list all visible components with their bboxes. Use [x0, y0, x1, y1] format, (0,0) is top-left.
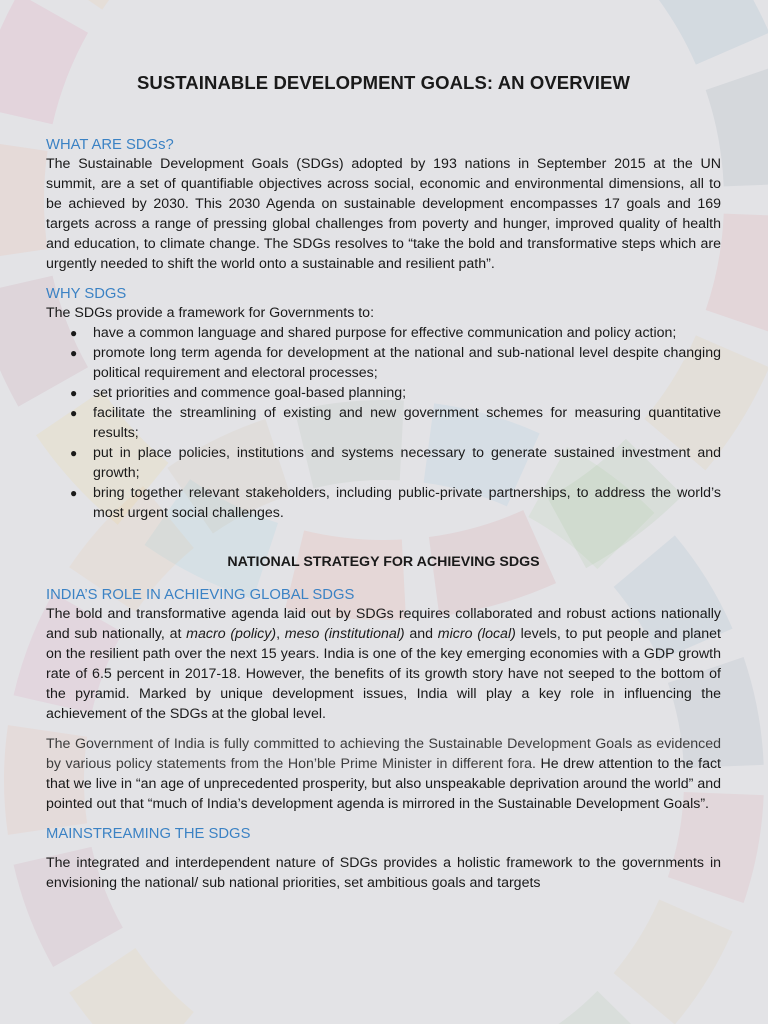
bullet-icon: ●	[70, 445, 78, 460]
paragraph-government-commitment	[46, 735, 721, 815]
section-heading-mainstreaming: MAINSTREAMING THE SDGS	[46, 826, 251, 843]
list-item	[46, 404, 721, 444]
list-item-text: have a common language and shared purpose for effective communication and policy action;	[93, 325, 677, 342]
paragraph-why-intro: The SDGs provide a framework for Governments to:	[46, 305, 375, 322]
paragraph-text: The bold and transformative agenda laid out by SDGs requires collaborated and robust actions nationally and sub nationally, at	[46, 606, 721, 643]
list-item-text: promote long term agenda for development at the national and sub-national level despite changing political requirement and electoral processes;	[93, 345, 721, 382]
paragraph-india-role	[46, 605, 721, 724]
italic-text-meso: meso (institutional)	[284, 626, 405, 643]
list-item	[46, 384, 721, 404]
wheel-segment	[644, 0, 768, 65]
paragraph-what-are-sdgs: The Sustainable Development Goals (SDGs) adopted by 193 nations in September 2015 at the UN summit, are a set of quantifiable objectives across social, economic and environmental dimensions, all to be achieved by 2030. This 2030 Agenda on sustainable development encompasses 17 goals and 169 targets across a range of pressing global challenges from poverty and hunger, improved quality of health and education, to climate change. The SDGs resolves to “take the bold and transformative steps which are urgently needed to shift the world onto a sustainable and resilient path”.	[46, 156, 721, 272]
list-item	[46, 324, 721, 344]
wheel-segment	[528, 991, 654, 1024]
bullet-icon: ●	[70, 326, 78, 341]
paragraph-text: levels, to put people and planet on the resilient path over the next 15 years. India is one of the key emerging economies with a GDP growth rate of 6.5 percent in 2017-18. However, the benefits of its growth story have not seeped to the bottom of the pyramid. Marked by unique development issues, India will play a key role in influencing the achievement of the SDGs at the global level.	[46, 626, 721, 722]
wheel-segment	[69, 948, 194, 1024]
subheading-national-strategy: NATIONAL STRATEGY FOR ACHIEVING SDGS	[227, 554, 540, 571]
italic-text-micro: micro (local)	[437, 626, 516, 643]
paragraph-text: ,	[276, 626, 285, 643]
paragraph-text: He drew attention to the fact that we live in “an age of unprecedented prosperity, but also unspeakable deprivation around the world” and pointed out that “much of India’s development agenda is mirrored in the Sustainable Development Goals”.	[46, 755, 722, 812]
list-item-text: set priorities and commence goal-based planning;	[93, 385, 407, 402]
section-heading-what-are-sdgs: WHAT ARE SDGs?	[46, 137, 174, 153]
bullet-icon: ●	[70, 346, 78, 361]
document-title: SUSTAINABLE DEVELOPMENT GOALS: AN OVERVIEW	[136, 72, 631, 93]
bullet-icon: ●	[70, 405, 78, 420]
italic-text-macro: macro (policy)	[186, 626, 277, 643]
paragraph-text: and	[404, 626, 438, 643]
section-heading-india-role: INDIA’S ROLE IN ACHIEVING GLOBAL SDGS	[46, 587, 355, 604]
bullet-list-why-sdgs	[46, 324, 721, 523]
paragraph-text: The Government of India is fully committed to achieving the Sustainable Development Goals as evidenced by various policy statements from the Hon’ble Prime Minister in different fora.	[46, 735, 721, 772]
list-item-text: facilitate the streamlining of existing and new government schemes for measuring quantitative results;	[93, 404, 721, 441]
paragraph-mainstreaming: The integrated and interdependent nature of SDGs provides a holistic framework to the governments in envisioning the national/ sub national priorities, set ambitious goals and targets	[46, 855, 721, 892]
list-item	[46, 344, 721, 384]
bullet-icon: ●	[70, 386, 78, 401]
bullet-icon: ●	[70, 485, 78, 500]
wheel-segment	[36, 0, 168, 10]
wheel-segment	[0, 139, 48, 260]
list-item	[46, 444, 721, 484]
section-heading-why-sdgs: WHY SDGS	[46, 286, 127, 303]
wheel-segment	[614, 899, 733, 1024]
list-item	[46, 484, 721, 524]
list-item-text: put in place policies, institutions and systems necessary to generate sustained investment and growth;	[93, 444, 721, 481]
list-item-text: bring together relevant stakeholders, including public-private partnerships, to address the world’s most urgent social challenges.	[93, 484, 721, 521]
document-content	[46, 70, 721, 894]
